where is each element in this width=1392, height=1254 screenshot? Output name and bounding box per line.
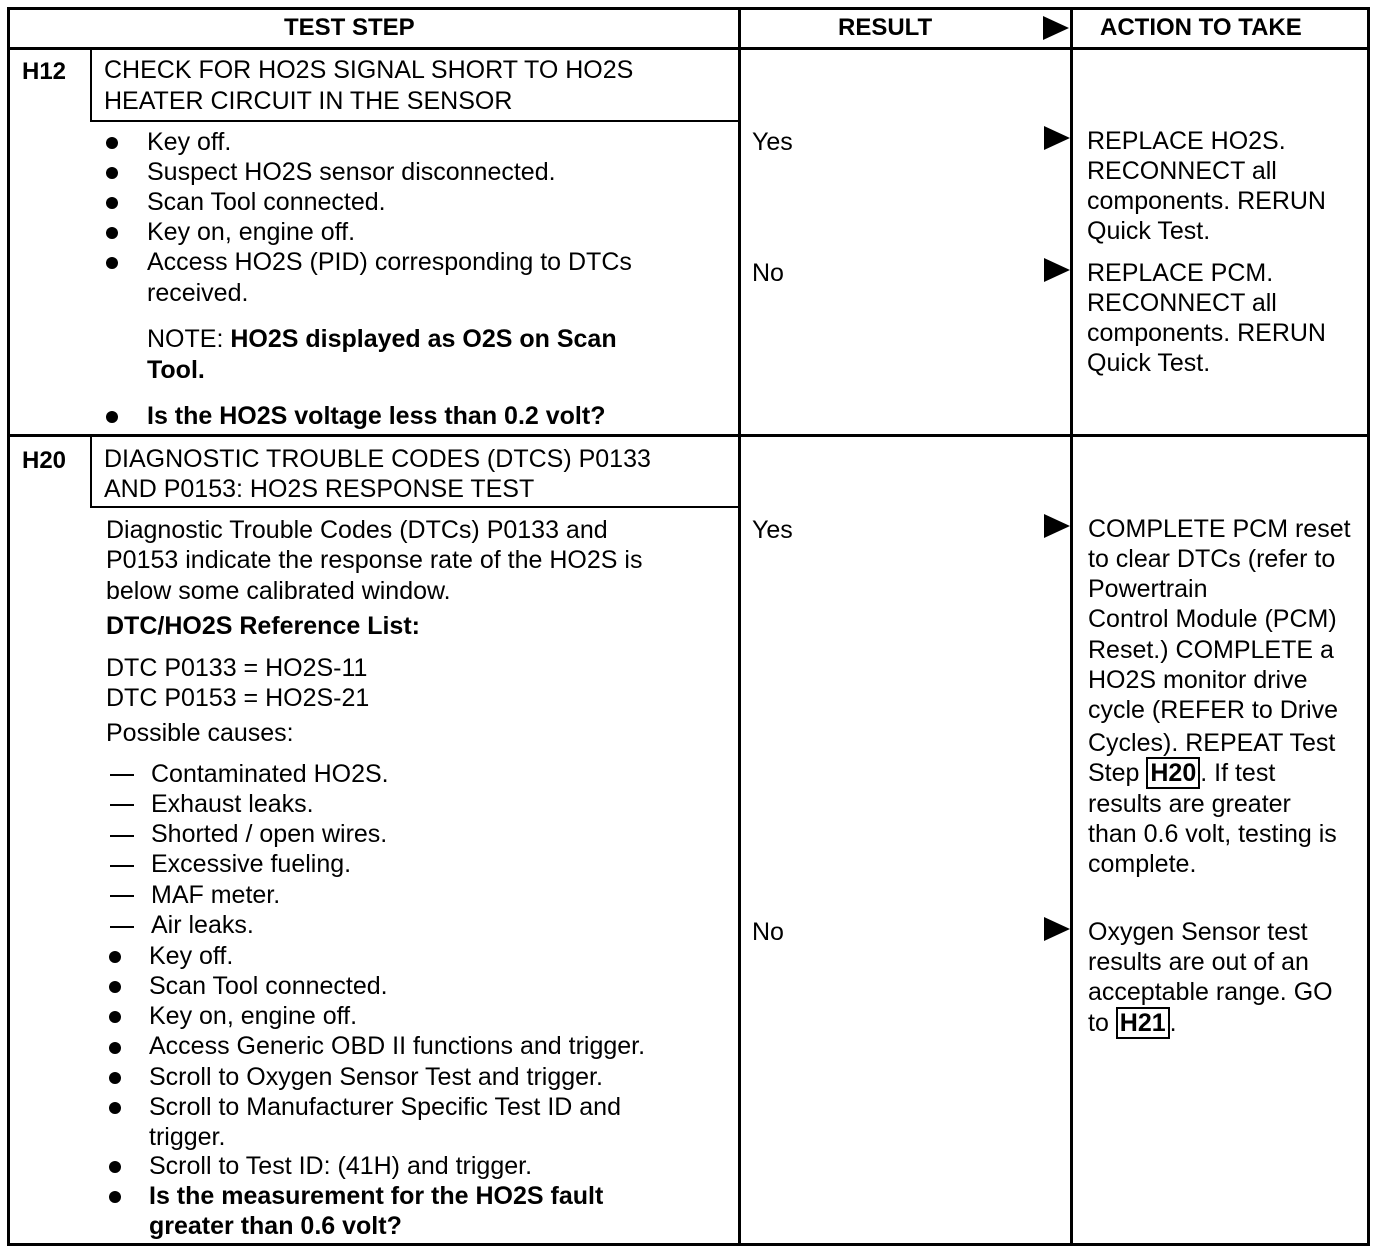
- h20-action-yes-6: HO2S monitor drive: [1088, 666, 1308, 694]
- bullet-icon: [109, 951, 121, 963]
- h20-bullet-5: Scroll to Oxygen Sensor Test and trigger.: [149, 1063, 603, 1091]
- dash-icon: [110, 865, 134, 867]
- bullet-icon: [109, 1042, 121, 1054]
- h12-title-line-2: HEATER CIRCUIT IN THE SENSOR: [104, 87, 513, 115]
- h12-note-line-1: [147, 324, 617, 354]
- h20-bullet-2: Scan Tool connected.: [149, 972, 388, 1000]
- dash-icon: [110, 926, 134, 928]
- arrow-right-icon: [1044, 258, 1070, 282]
- bullet-icon: [106, 167, 118, 179]
- h20-result-no: No: [752, 918, 784, 946]
- h20-action-no-2: results are out of an: [1088, 948, 1309, 976]
- h20-action-yes-step-line: [1088, 758, 1275, 788]
- h12-action-yes-1: REPLACE HO2S.: [1087, 127, 1286, 155]
- h20-goto-suffix: .: [1169, 1009, 1177, 1037]
- h20-question-line-1: Is the measurement for the HO2S fault: [149, 1182, 604, 1210]
- h12-bullet-2: Suspect HO2S sensor disconnected.: [147, 158, 556, 186]
- h20-intro-line-3: below some calibrated window.: [106, 577, 451, 605]
- h12-bullet-5-cont: received.: [147, 279, 249, 307]
- h20-reference-list-title: DTC/HO2S Reference List:: [106, 612, 420, 640]
- arrow-right-icon: [1044, 126, 1070, 150]
- bullet-icon: [109, 1011, 121, 1023]
- h20-dtc-line-2: DTC P0153 = HO2S-21: [106, 684, 370, 712]
- h20-cause-2: Exhaust leaks.: [151, 790, 314, 818]
- h20-cause-4: Excessive fueling.: [151, 850, 352, 878]
- h20-title-line-2: AND P0153: HO2S RESPONSE TEST: [104, 475, 535, 503]
- h20-cause-1: Contaminated HO2S.: [151, 760, 389, 788]
- h20-possible-causes: Possible causes:: [106, 719, 294, 747]
- h20-step-prefix: Step: [1088, 759, 1147, 787]
- h12-bullet-5: Access HO2S (PID) corresponding to DTCs: [147, 248, 632, 276]
- h20-title-underline: [90, 506, 740, 508]
- h12-bullet-4: Key on, engine off.: [147, 218, 356, 246]
- step-id-h12: H12: [22, 58, 67, 85]
- h20-action-yes-8: Cycles). REPEAT Test: [1088, 729, 1336, 757]
- dash-icon: [110, 774, 134, 776]
- h20-cause-6: Air leaks.: [151, 911, 254, 939]
- bullet-icon: [109, 1191, 121, 1203]
- h20-bullet-4: Access Generic OBD II functions and trigger.: [149, 1032, 646, 1060]
- h20-step-suffix: . If test: [1200, 759, 1276, 787]
- h20-action-no-goto-line: [1088, 1008, 1177, 1038]
- bullet-icon: [109, 981, 121, 993]
- bullet-icon: [106, 227, 118, 239]
- h20-bullet-6: Scroll to Manufacturer Specific Test ID and: [149, 1093, 621, 1121]
- h20-action-yes-9: results are greater: [1088, 790, 1291, 818]
- h12-bullet-1: Key off.: [147, 128, 232, 156]
- h20-dtc-line-1: DTC P0133 = HO2S-11: [106, 654, 368, 682]
- dash-icon: [110, 835, 134, 837]
- h20-intro-line-1: Diagnostic Trouble Codes (DTCs) P0133 and: [106, 516, 608, 544]
- arrow-right-icon: [1044, 917, 1070, 941]
- h12-action-no-1: REPLACE PCM.: [1087, 259, 1274, 287]
- step-id-divider-h20: [90, 436, 92, 506]
- h20-action-yes-3: Powertrain: [1088, 575, 1208, 603]
- bullet-icon: [109, 1161, 121, 1173]
- h12-title-line-1: CHECK FOR HO2S SIGNAL SHORT TO HO2S: [104, 56, 634, 84]
- h12-title-underline: [90, 120, 740, 122]
- h12-action-no-4: Quick Test.: [1087, 349, 1211, 377]
- h12-note-bold: HO2S displayed as O2S on Scan: [230, 325, 617, 353]
- bullet-icon: [106, 197, 118, 209]
- h20-goto-prefix: to: [1088, 1009, 1116, 1037]
- h20-bullet-1: Key off.: [149, 942, 234, 970]
- h20-bullet-3: Key on, engine off.: [149, 1002, 358, 1030]
- step-link-h21[interactable]: H21: [1116, 1007, 1170, 1039]
- header-test-step: TEST STEP: [284, 14, 415, 41]
- table-border-bottom: [7, 1243, 1370, 1246]
- h20-bullet-7: Scroll to Test ID: (41H) and trigger.: [149, 1152, 533, 1180]
- bullet-icon: [106, 137, 118, 149]
- h20-action-yes-4: Control Module (PCM): [1088, 605, 1337, 633]
- h20-action-yes-5: Reset.) COMPLETE a: [1088, 636, 1334, 664]
- action-column-divider: [1070, 7, 1073, 1246]
- header-action: ACTION TO TAKE: [1100, 14, 1302, 41]
- arrow-right-icon: [1044, 514, 1070, 538]
- header-arrow-icon: [1043, 16, 1069, 40]
- result-column-divider: [738, 7, 741, 1246]
- h12-action-no-3: components. RERUN: [1087, 319, 1326, 347]
- table-border-left: [7, 7, 10, 1246]
- h12-question: Is the HO2S voltage less than 0.2 volt?: [147, 402, 606, 430]
- h20-intro-line-2: P0153 indicate the response rate of the HO2S is: [106, 546, 643, 574]
- dash-icon: [110, 804, 134, 806]
- h20-cause-3: Shorted / open wires.: [151, 820, 388, 848]
- dash-icon: [110, 895, 134, 897]
- h12-bullet-3: Scan Tool connected.: [147, 188, 386, 216]
- h12-action-yes-2: RECONNECT all: [1087, 157, 1277, 185]
- h20-action-yes-7: cycle (REFER to Drive: [1088, 696, 1339, 724]
- h12-result-yes: Yes: [752, 128, 793, 156]
- h12-action-yes-4: Quick Test.: [1087, 217, 1211, 245]
- h20-title-line-1: DIAGNOSTIC TROUBLE CODES (DTCS) P0133: [104, 445, 651, 473]
- h20-action-no-3: acceptable range. GO: [1088, 978, 1333, 1006]
- h20-action-yes-10: than 0.6 volt, testing is: [1088, 820, 1337, 848]
- header-result: RESULT: [838, 14, 933, 41]
- h12-action-no-2: RECONNECT all: [1087, 289, 1277, 317]
- h20-action-yes-11: complete.: [1088, 850, 1197, 878]
- step-divider-h20: [7, 434, 1370, 437]
- bullet-icon: [109, 1102, 121, 1114]
- h12-action-yes-3: components. RERUN: [1087, 187, 1326, 215]
- step-id-divider-h12: [90, 48, 92, 120]
- bullet-icon: [106, 257, 118, 269]
- bullet-icon: [106, 411, 118, 423]
- h20-action-yes-1: COMPLETE PCM reset: [1088, 515, 1351, 543]
- table-border-top: [7, 7, 1370, 10]
- h12-note-line-2: Tool.: [147, 356, 205, 384]
- h12-note-prefix: NOTE:: [147, 325, 231, 353]
- h20-cause-5: MAF meter.: [151, 881, 281, 909]
- h20-result-yes: Yes: [752, 516, 793, 544]
- h20-question-line-2: greater than 0.6 volt?: [149, 1212, 402, 1240]
- header-divider: [7, 47, 1370, 50]
- step-link-h20[interactable]: H20: [1146, 757, 1200, 789]
- h12-result-no: No: [752, 259, 784, 287]
- h20-bullet-6-cont: trigger.: [149, 1123, 226, 1151]
- table-border-right: [1367, 7, 1370, 1246]
- h20-action-yes-2: to clear DTCs (refer to: [1088, 545, 1336, 573]
- h20-action-no-1: Oxygen Sensor test: [1088, 918, 1308, 946]
- bullet-icon: [109, 1072, 121, 1084]
- step-id-h20: H20: [22, 447, 67, 474]
